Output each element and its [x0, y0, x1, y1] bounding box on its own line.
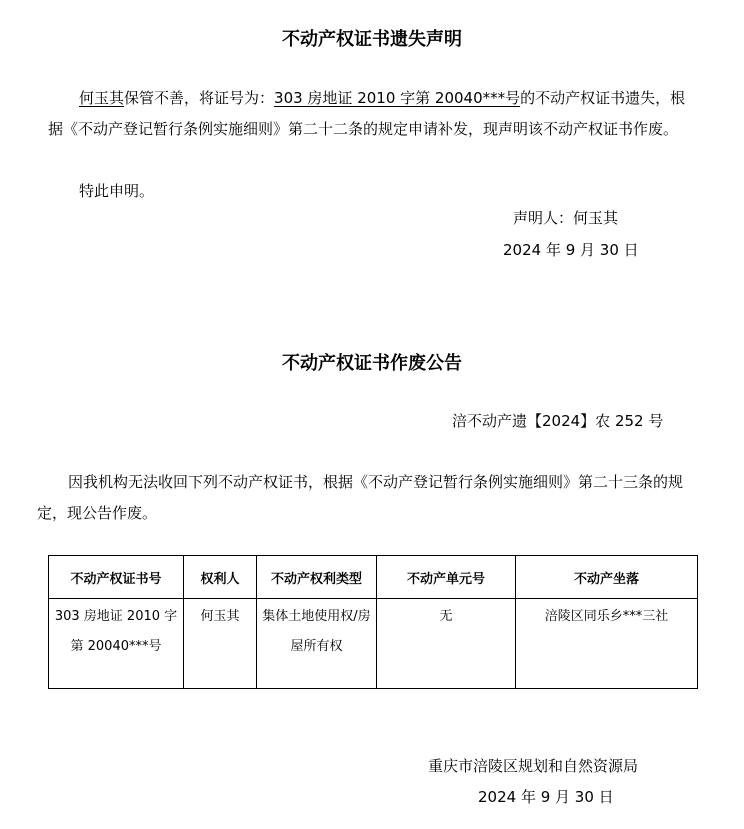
table-row — [49, 599, 698, 689]
declaration-text-part1: 保管不善，将证号为： — [124, 89, 275, 107]
announcement-doc-number: 涪不动产遗【2024】农 252 号 — [452, 412, 664, 430]
header-right-type: 不动产权利类型 — [257, 556, 377, 599]
declaration-title: 不动产权证书遗失声明 — [282, 29, 462, 50]
declaration-date: 2024 年 9 月 30 日 — [503, 241, 639, 259]
cell-unit-number: 无 — [377, 599, 516, 689]
issuer-name: 重庆市涪陵区规划和自然资源局 — [428, 757, 639, 775]
declaration-text-part2: 的不动产权证书遗失，根据《不动产登记暂行条例实施细则》第二十二条的规定申请补发，现声明该不动产权证书作废。 — [48, 89, 686, 138]
declaration-signatory: 声明人：何玉其 — [513, 209, 619, 227]
header-right-holder: 权利人 — [184, 556, 257, 599]
announcement-date: 2024 年 9 月 30 日 — [478, 788, 614, 806]
declaration-closing: 特此申明。 — [79, 182, 155, 200]
cell-certificate-number: 303 房地证 2010 字第 20040***号 — [49, 599, 184, 689]
cell-right-holder: 何玉其 — [184, 599, 257, 689]
announcement-body: 因我机构无法收回下列不动产权证书，根据《不动产登记暂行条例实施细则》第二十三条的规定，现公告作废。 — [37, 473, 684, 522]
declaration-body — [48, 83, 700, 145]
header-unit-number: 不动产单元号 — [377, 556, 516, 599]
announcement-title: 不动产权证书作废公告 — [282, 353, 462, 374]
declarant-name: 何玉其 — [79, 89, 125, 107]
certificate-table — [48, 555, 698, 689]
cell-right-type: 集体土地使用权/房屋所有权 — [257, 599, 377, 689]
header-location: 不动产坐落 — [516, 556, 698, 599]
header-certificate-number: 不动产权证书号 — [49, 556, 184, 599]
cell-location: 涪陵区同乐乡***三社 — [516, 599, 698, 689]
certificate-number: 303 房地证 2010 字第 20040***号 — [274, 89, 521, 107]
table-header-row — [49, 556, 698, 599]
